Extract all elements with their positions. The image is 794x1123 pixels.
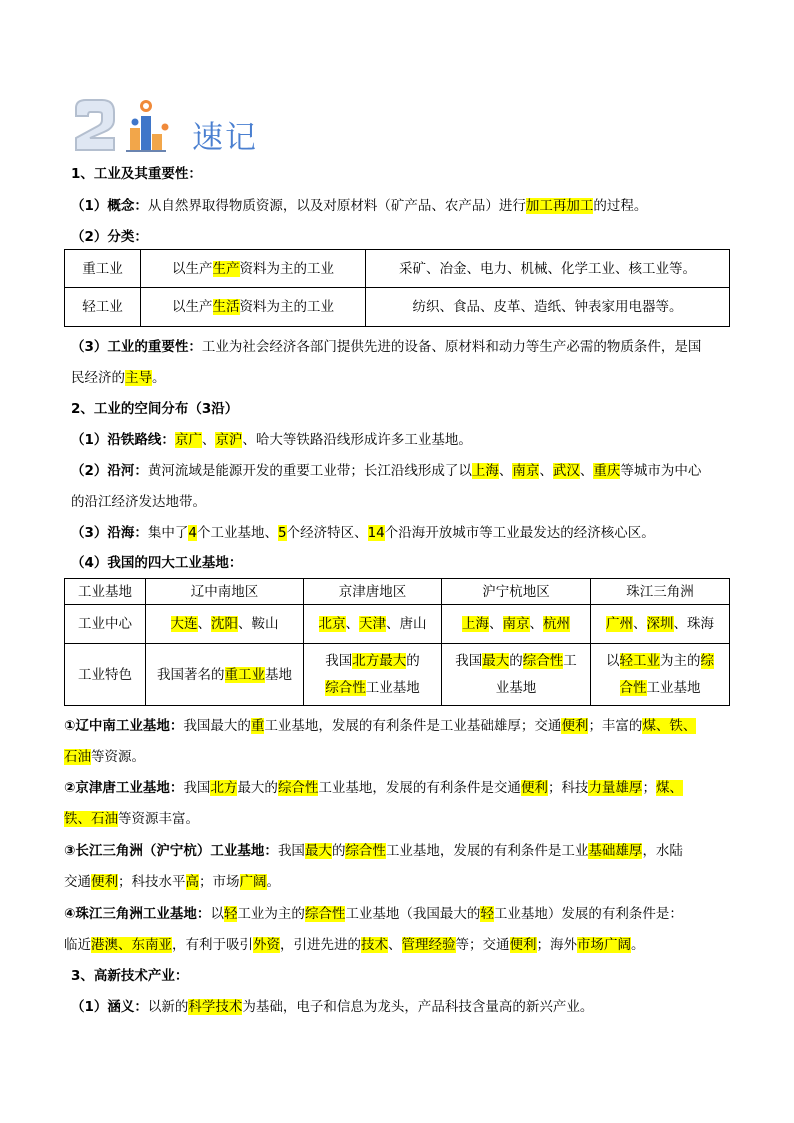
importance-line-2: 民经济的主导。 — [71, 370, 166, 386]
table-cell: 我国北方最大的 综合性工业基地 — [304, 644, 442, 706]
hightech-definition-line: （1）涵义：以新的科学技术为基础，电子和信息为龙头，产品科技含量高的新兴产业。 — [71, 999, 594, 1015]
table-cell: 辽中南地区 — [146, 579, 304, 605]
section-logo-icon — [72, 98, 184, 158]
base-pearl-line-1: ④珠江三角洲工业基地：以轻工业为主的综合性工业基地（我国最大的轻工业基地）发展的有利条件是： — [64, 906, 683, 922]
base-jingjintang-line-1: ②京津唐工业基地：我国北方最大的综合性工业基地，发展的有利条件是交通便利；科技力量雄厚；煤、 — [64, 780, 683, 796]
river-line-2: 的沿江经济发达地带。 — [71, 494, 206, 510]
classification-label: （2）分类： — [71, 229, 148, 245]
table-row — [65, 288, 730, 327]
table-cell: 工业特色 — [65, 644, 146, 706]
base-yangtze-line-2: 交通便利；科技水平高；市场广阔。 — [64, 874, 280, 890]
industry-type-table — [64, 249, 730, 327]
table-cell: 以生产生产资料为主的工业 — [141, 250, 366, 288]
base-jingjintang-line-2: 铁、石油等资源丰富。 — [64, 811, 199, 827]
concept-line: （1）概念：从自然界取得物质资源，以及对原材料（矿产品、农产品）进行加工再加工的过程。 — [71, 198, 648, 214]
table-cell: 上海、南京、杭州 — [442, 605, 591, 644]
table-cell: 京津唐地区 — [304, 579, 442, 605]
table-cell: 工业基地 — [65, 579, 146, 605]
railway-line: （1）沿铁路线：京广、京沪、哈大等铁路沿线形成许多工业基地。 — [71, 432, 472, 448]
table-cell: 重工业 — [65, 250, 141, 288]
table-cell: 北京、天津、唐山 — [304, 605, 442, 644]
base-liaozhongnan-line-2: 石油等资源。 — [64, 749, 145, 765]
table-cell: 以轻工业为主的综 合性工业基地 — [591, 644, 730, 706]
table-cell: 我国最大的综合性工 业基地 — [442, 644, 591, 706]
industrial-bases-table — [64, 578, 730, 706]
base-yangtze-line-1: ③长江三角洲（沪宁杭）工业基地：我国最大的综合性工业基地，发展的有利条件是工业基础雄厚，水陆 — [64, 843, 683, 859]
base-pearl-line-2: 临近港澳、东南亚，有利于吸引外资，引进先进的技术、管理经验等；交通便利；海外市场广阔。 — [64, 937, 645, 953]
table-cell: 珠江三角洲 — [591, 579, 730, 605]
table-cell: 轻工业 — [65, 288, 141, 327]
river-line-1: （2）沿河：黄河流域是能源开发的重要工业带；长江沿线形成了以上海、南京、武汉、重庆等城市为中心 — [71, 463, 702, 479]
table-cell: 纺织、食品、皮革、造纸、钟表家用电器等。 — [366, 288, 730, 327]
table-cell: 沪宁杭地区 — [442, 579, 591, 605]
coast-line: （3）沿海：集中了4个工业基地、5个经济特区、14个沿海开放城市等工业最发达的经济核心区。 — [71, 525, 655, 541]
table-row — [65, 250, 730, 288]
base-liaozhongnan-line-1: ①辽中南工业基地：我国最大的重工业基地，发展的有利条件是工业基础雄厚；交通便利；丰富的煤、铁、 — [64, 718, 697, 734]
page-title: 速记 — [192, 120, 258, 156]
table-cell: 大连、沈阳、鞍山 — [146, 605, 304, 644]
section-heading-1: 1、工业及其重要性： — [71, 166, 202, 182]
table-cell: 广州、深圳、珠海 — [591, 605, 730, 644]
table-cell: 以生产生活资料为主的工业 — [141, 288, 366, 327]
table-cell: 工业中心 — [65, 605, 146, 644]
table-row — [65, 579, 730, 605]
table-cell: 我国著名的重工业基地 — [146, 644, 304, 706]
table-row — [65, 644, 730, 706]
section-heading-2: 2、工业的空间分布（3沿） — [71, 401, 239, 417]
table-row — [65, 605, 730, 644]
table-cell: 采矿、冶金、电力、机械、化学工业、核工业等。 — [366, 250, 730, 288]
four-bases-label: （4）我国的四大工业基地： — [71, 555, 243, 571]
section-heading-3: 3、高新技术产业： — [71, 968, 189, 984]
importance-line-1: （3）工业的重要性：工业为社会经济各部门提供先进的设备、原材料和动力等生产必需的物质条件，是国 — [71, 339, 702, 355]
